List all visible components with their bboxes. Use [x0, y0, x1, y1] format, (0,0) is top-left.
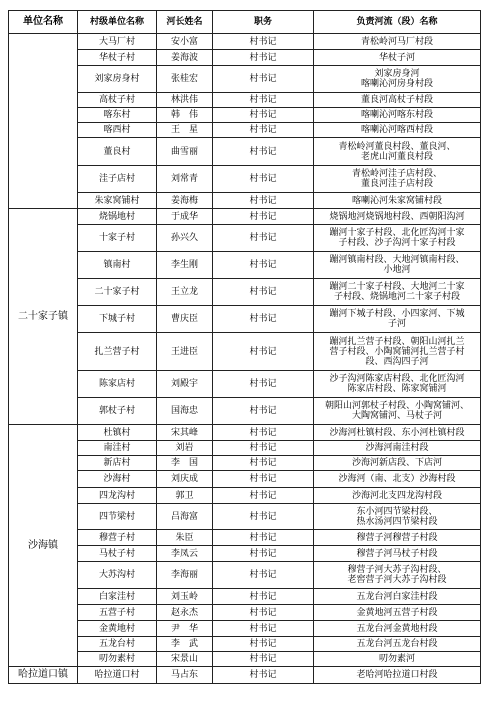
title-cell: 村书记 — [213, 605, 314, 621]
river-cell: 金黄地河五营子村段 — [314, 605, 481, 621]
chief-name-cell: 李凤云 — [157, 546, 213, 562]
village-cell: 华杖子村 — [78, 50, 157, 66]
table-row — [9, 34, 481, 50]
river-cell: 沙海河杜镇村段、东小河杜镇村段 — [314, 425, 481, 441]
chief-name-cell: 王立龙 — [157, 279, 213, 306]
table-row — [9, 471, 481, 488]
table-row — [9, 530, 481, 546]
chief-name-cell: 王进臣 — [157, 333, 213, 371]
table-row — [9, 166, 481, 193]
village-cell: 烧锅地村 — [78, 209, 157, 225]
table-row — [9, 425, 481, 441]
chief-name-cell: 国海忠 — [157, 398, 213, 425]
chief-name-cell: 刘殿宇 — [157, 371, 213, 398]
table-row — [9, 193, 481, 209]
river-cell: 沙子沟河陈家店村段、北化匠沟河 陈家店村段、陈家窝铺河 — [314, 371, 481, 398]
title-cell: 村书记 — [213, 138, 314, 166]
chief-name-cell: 孙兴久 — [157, 225, 213, 252]
table-row — [9, 441, 481, 456]
header-unit: 单位名称 — [9, 11, 78, 34]
village-cell: 四节梁村 — [78, 504, 157, 530]
table-row — [9, 252, 481, 279]
village-cell: 刘家房身村 — [78, 66, 157, 93]
river-cell: 沙海河北支四龙沟村段 — [314, 488, 481, 504]
title-cell: 村书记 — [213, 398, 314, 425]
title-cell: 村书记 — [213, 193, 314, 209]
village-cell: 金黄地村 — [78, 621, 157, 637]
river-cell: 叨勿素河 — [314, 652, 481, 667]
unit-name-cell — [9, 34, 78, 209]
table-body — [9, 34, 481, 684]
table-row — [9, 123, 481, 138]
village-cell: 大苏沟村 — [78, 562, 157, 589]
chief-name-cell: 宋景山 — [157, 652, 213, 667]
chief-name-cell: 林洪伟 — [157, 93, 213, 108]
unit-name-cell: 沙海镇 — [9, 425, 78, 667]
village-cell: 二十家子村 — [78, 279, 157, 306]
river-cell: 五龙台河白家洼村段 — [314, 589, 481, 605]
table-row — [9, 66, 481, 93]
table-row — [9, 138, 481, 166]
chief-name-cell: 马占东 — [157, 667, 213, 684]
village-cell: 南洼村 — [78, 441, 157, 456]
river-cell: 烧锅地河烧锅地村段、西朝阳沟河 — [314, 209, 481, 225]
title-cell: 村书记 — [213, 471, 314, 488]
title-cell: 村书记 — [213, 456, 314, 471]
table-row — [9, 562, 481, 589]
table-row — [9, 605, 481, 621]
header-row — [9, 11, 481, 34]
title-cell: 村书记 — [213, 306, 314, 333]
chief-name-cell: 赵永杰 — [157, 605, 213, 621]
chief-name-cell: 李海丽 — [157, 562, 213, 589]
river-cell: 朝阳山河郭杖子村段、小陶窝铺河、 大陶窝铺河、马杖子河 — [314, 398, 481, 425]
river-cell: 刘家房身河 喀喇沁河房身村段 — [314, 66, 481, 93]
table-row — [9, 652, 481, 667]
village-cell: 扎兰营子村 — [78, 333, 157, 371]
chief-name-cell: 姜海波 — [157, 50, 213, 66]
river-cell: 蹦河二十家子村段、大地河二十家 子村段、烧锅地河二十家子村段 — [314, 279, 481, 306]
chief-name-cell: 吕海富 — [157, 504, 213, 530]
river-cell: 蹦河扎兰营子村段、朝阳山河扎兰 营子村段、小陶窝铺河扎兰营子村 段、西沟四子河 — [314, 333, 481, 371]
chief-name-cell: 李生刚 — [157, 252, 213, 279]
chief-name-cell: 王 星 — [157, 123, 213, 138]
title-cell: 村书记 — [213, 108, 314, 123]
village-cell: 马杖子村 — [78, 546, 157, 562]
river-chief-table — [8, 10, 481, 684]
title-cell: 村书记 — [213, 621, 314, 637]
river-cell: 喀喇沁河朱家窝铺村段 — [314, 193, 481, 209]
river-cell: 东小河四节梁村段、 热水汤河四节梁村段 — [314, 504, 481, 530]
title-cell: 村书记 — [213, 279, 314, 306]
chief-name-cell: 宋其峰 — [157, 425, 213, 441]
title-cell: 村书记 — [213, 66, 314, 93]
chief-name-cell: 李 国 — [157, 456, 213, 471]
river-cell: 青松岭河马厂村段 — [314, 34, 481, 50]
title-cell: 村书记 — [213, 488, 314, 504]
chief-name-cell: 姜海梅 — [157, 193, 213, 209]
table-row — [9, 504, 481, 530]
title-cell: 村书记 — [213, 425, 314, 441]
table-row — [9, 279, 481, 306]
village-cell: 郭杖子村 — [78, 398, 157, 425]
header-title: 职务 — [213, 11, 314, 34]
table-row — [9, 209, 481, 225]
river-cell: 喀喇沁河喀西村段 — [314, 123, 481, 138]
river-cell: 沙海河南洼村段 — [314, 441, 481, 456]
title-cell: 村书记 — [213, 589, 314, 605]
village-cell: 四龙沟村 — [78, 488, 157, 504]
river-cell: 穆营子河穆营子村段 — [314, 530, 481, 546]
table-row — [9, 589, 481, 605]
village-cell: 喀东村 — [78, 108, 157, 123]
village-cell: 镇南村 — [78, 252, 157, 279]
village-cell: 大马厂村 — [78, 34, 157, 50]
river-cell: 穆营子河马杖子村段 — [314, 546, 481, 562]
title-cell: 村书记 — [213, 530, 314, 546]
village-cell: 白家洼村 — [78, 589, 157, 605]
river-cell: 青松岭河董良村段、董良河、 老虎山河董良村段 — [314, 138, 481, 166]
village-cell: 十家子村 — [78, 225, 157, 252]
river-cell: 喀喇沁河喀东村段 — [314, 108, 481, 123]
village-cell: 五营子村 — [78, 605, 157, 621]
title-cell: 村书记 — [213, 225, 314, 252]
chief-name-cell: 刘岩 — [157, 441, 213, 456]
river-cell: 五龙台河金黄地村段 — [314, 621, 481, 637]
title-cell: 村书记 — [213, 371, 314, 398]
chief-name-cell: 于成华 — [157, 209, 213, 225]
river-cell: 董良河高杖子村段 — [314, 93, 481, 108]
river-cell: 蹦河十家子村段、北化匠沟河十家 子村段、沙子沟河十家子村段 — [314, 225, 481, 252]
table-row — [9, 546, 481, 562]
title-cell: 村书记 — [213, 333, 314, 371]
chief-name-cell: 尹 华 — [157, 621, 213, 637]
title-cell: 村书记 — [213, 667, 314, 684]
title-cell: 村书记 — [213, 50, 314, 66]
title-cell: 村书记 — [213, 652, 314, 667]
village-cell: 沙海村 — [78, 471, 157, 488]
title-cell: 村书记 — [213, 34, 314, 50]
header-name: 河长姓名 — [157, 11, 213, 34]
title-cell: 村书记 — [213, 166, 314, 193]
village-cell: 喀西村 — [78, 123, 157, 138]
title-cell: 村书记 — [213, 123, 314, 138]
chief-name-cell: 李 武 — [157, 637, 213, 652]
village-cell: 穆营子村 — [78, 530, 157, 546]
table-row — [9, 306, 481, 333]
chief-name-cell: 张桂宏 — [157, 66, 213, 93]
unit-name-cell: 二十家子镇 — [9, 209, 78, 425]
table-row — [9, 637, 481, 652]
village-cell: 哈拉道口村 — [78, 667, 157, 684]
table-row — [9, 333, 481, 371]
table-row — [9, 108, 481, 123]
title-cell: 村书记 — [213, 209, 314, 225]
village-cell: 朱家窝铺村 — [78, 193, 157, 209]
chief-name-cell: 朱臣 — [157, 530, 213, 546]
chief-name-cell: 曹庆臣 — [157, 306, 213, 333]
river-cell: 青松岭河洼子店村段、 董良河洼子店村段 — [314, 166, 481, 193]
table-row — [9, 488, 481, 504]
river-cell: 蹦河下城子村段、小四家河、下城 子河 — [314, 306, 481, 333]
title-cell: 村书记 — [213, 93, 314, 108]
river-cell: 老哈河哈拉道口村段 — [314, 667, 481, 684]
table-row — [9, 456, 481, 471]
village-cell: 杜镇村 — [78, 425, 157, 441]
title-cell: 村书记 — [213, 504, 314, 530]
title-cell: 村书记 — [213, 252, 314, 279]
table-row — [9, 667, 481, 684]
header-village: 村级单位名称 — [78, 11, 157, 34]
village-cell: 下城子村 — [78, 306, 157, 333]
village-cell: 叨勿素村 — [78, 652, 157, 667]
title-cell: 村书记 — [213, 546, 314, 562]
river-cell: 沙海河（南、北支）沙海村段 — [314, 471, 481, 488]
chief-name-cell: 刘常青 — [157, 166, 213, 193]
village-cell: 五龙台村 — [78, 637, 157, 652]
header-river: 负责河流（段）名称 — [314, 11, 481, 34]
village-cell: 高杖子村 — [78, 93, 157, 108]
table-row — [9, 93, 481, 108]
table-row — [9, 398, 481, 425]
river-cell: 沙海河新店段、下店河 — [314, 456, 481, 471]
chief-name-cell: 安小富 — [157, 34, 213, 50]
river-cell: 五龙台河五龙台村段 — [314, 637, 481, 652]
chief-name-cell: 郭卫 — [157, 488, 213, 504]
village-cell: 董良村 — [78, 138, 157, 166]
unit-name-cell: 哈拉道口镇 — [9, 667, 78, 684]
chief-name-cell: 韩 伟 — [157, 108, 213, 123]
river-cell: 华杖子河 — [314, 50, 481, 66]
title-cell: 村书记 — [213, 441, 314, 456]
chief-name-cell: 曲雪丽 — [157, 138, 213, 166]
title-cell: 村书记 — [213, 637, 314, 652]
river-cell: 穆营子河大苏子沟村段、 老窖营子河大苏子沟村段 — [314, 562, 481, 589]
chief-name-cell: 刘玉岭 — [157, 589, 213, 605]
village-cell: 陈家店村 — [78, 371, 157, 398]
village-cell: 洼子店村 — [78, 166, 157, 193]
village-cell: 新店村 — [78, 456, 157, 471]
chief-name-cell: 刘庆成 — [157, 471, 213, 488]
table-row — [9, 50, 481, 66]
river-cell: 蹦河镇南村段、大地河镇南村段、 小地河 — [314, 252, 481, 279]
title-cell: 村书记 — [213, 562, 314, 589]
table-row — [9, 621, 481, 637]
table-row — [9, 225, 481, 252]
table-row — [9, 371, 481, 398]
